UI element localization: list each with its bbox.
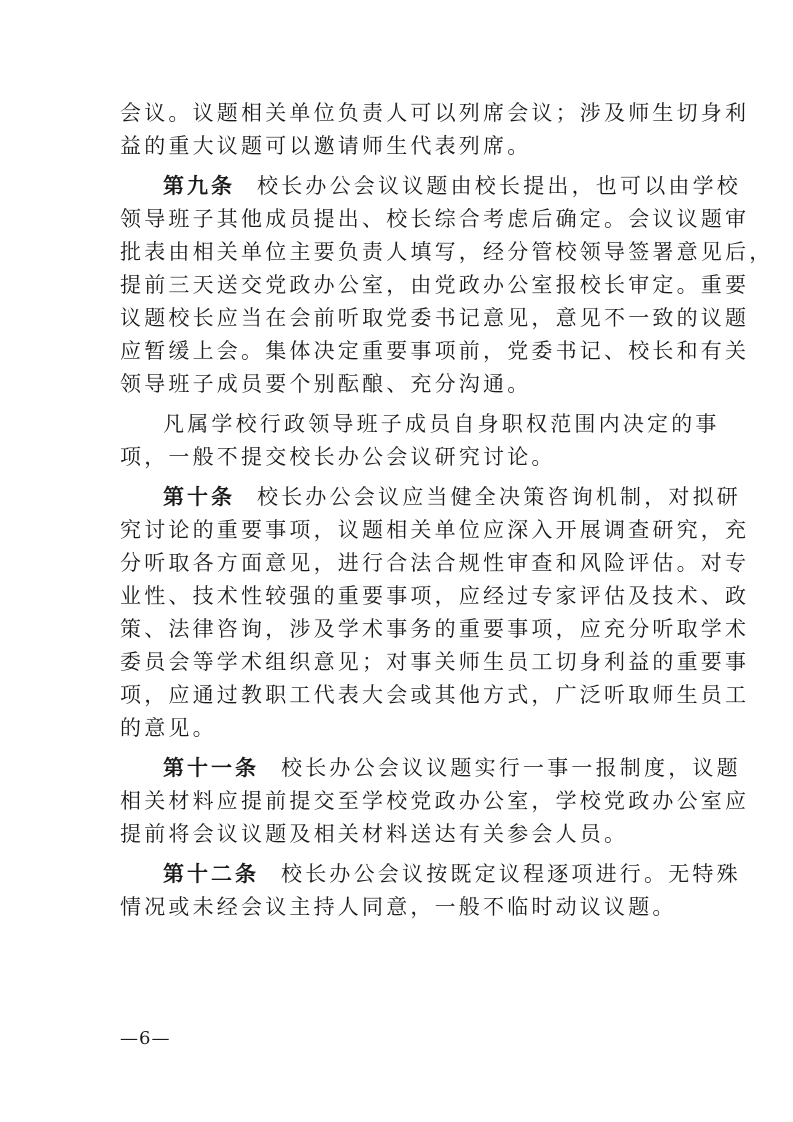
page-number: —6— xyxy=(120,1028,171,1049)
paragraph-article-9-note xyxy=(120,408,720,474)
article-heading: 第十二条 xyxy=(163,862,259,886)
document-body xyxy=(120,97,774,924)
text-segment: 校长办公会议议题由校长提出，也可以由学校 xyxy=(257,174,741,198)
paragraph-article-11 xyxy=(120,752,750,851)
text-line: 分听取各方面意见，进行合法合规性审查和风险评估。对专 xyxy=(120,551,750,575)
text-line xyxy=(120,858,741,891)
text-line xyxy=(120,170,741,203)
text-line: 项，应通过教职工代表大会或其他方式，广泛听取师生员工 xyxy=(120,683,750,707)
text-line: 相关材料应提前提交至学校党政办公室，学校党政办公室应 xyxy=(120,789,750,813)
text-segment: 校长办公会议应当健全决策咨询机制，对拟研 xyxy=(257,485,741,509)
text-line: 议题校长应当在会前听取党委书记意见，意见不一致的议题 xyxy=(120,306,750,330)
text-segment: 校长办公会议按既定议程逐项进行。无特殊 xyxy=(281,862,741,886)
text-line: 提前三天送交党政办公室，由党政办公室报校长审定。重要 xyxy=(120,273,750,297)
text-line: 委员会等学术组织意见；对事关师生员工切身利益的重要事 xyxy=(120,650,750,674)
text-segment: 校长办公会议议题实行一事一报制度，议题 xyxy=(281,756,741,780)
paragraph-article-9 xyxy=(120,170,774,401)
text-line: 会议。议题相关单位负责人可以列席会议；涉及师生切身利 xyxy=(120,101,750,125)
text-line: 益的重大议题可以邀请师生代表列席。 xyxy=(120,134,532,158)
text-line xyxy=(120,752,741,785)
text-line: 批表由相关单位主要负责人填写，经分管校领导签署意见后， xyxy=(120,240,774,264)
text-line: 提前将会议议题及相关材料送达有关参会人员。 xyxy=(120,822,629,846)
paragraph-article-12 xyxy=(120,858,741,924)
paragraph-article-10 xyxy=(120,481,750,745)
text-line: 的意见。 xyxy=(120,716,217,740)
text-line xyxy=(120,481,741,514)
text-line: 领导班子成员要个别酝酿、充分沟通。 xyxy=(120,372,532,396)
text-line: 业性、技术性较强的重要事项，应经过专家评估及技术、政 xyxy=(120,584,750,608)
text-line: 策、法律咨询，涉及学术事务的重要事项，应充分听取学术 xyxy=(120,617,750,641)
text-line: 应暂缓上会。集体决定重要事项前，党委书记、校长和有关 xyxy=(120,339,750,363)
article-heading: 第十一条 xyxy=(163,756,259,780)
text-line: 项，一般不提交校长办公会议研究讨论。 xyxy=(120,445,556,469)
text-line: 究讨论的重要事项，议题相关单位应深入开展调查研究，充 xyxy=(120,518,750,542)
text-line: 凡属学校行政领导班子成员自身职权范围内决定的事 xyxy=(163,412,720,436)
article-heading: 第十条 xyxy=(163,485,235,509)
article-heading: 第九条 xyxy=(163,174,235,198)
text-line: 情况或未经会议主持人同意，一般不临时动议议题。 xyxy=(120,895,677,919)
text-line: 领导班子其他成员提出、校长综合考虑后确定。会议议题审 xyxy=(120,207,750,231)
paragraph-continuation xyxy=(120,97,750,163)
